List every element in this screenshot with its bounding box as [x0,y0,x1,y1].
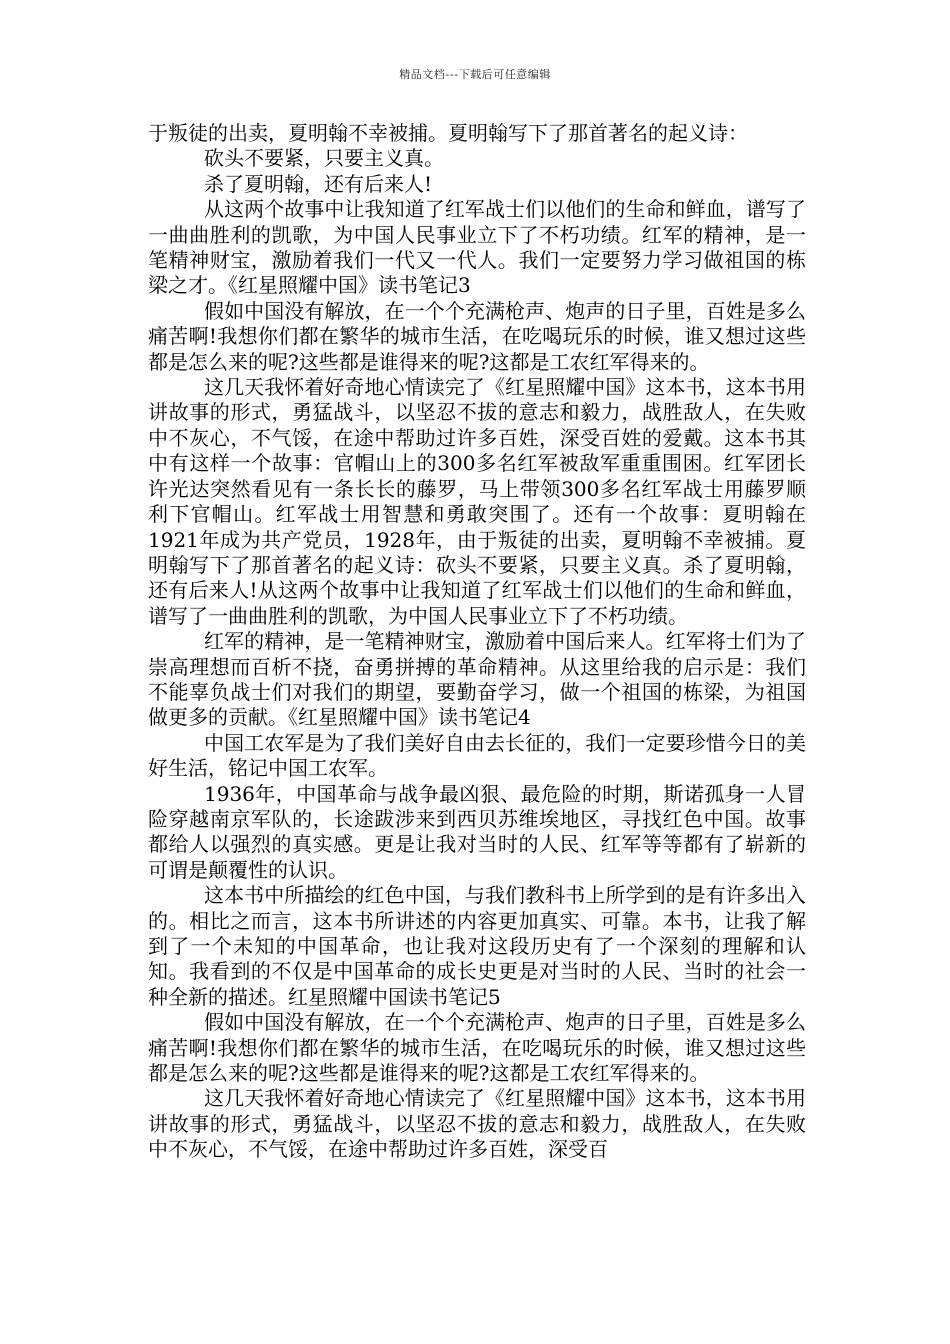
paragraph: 1936年，中国革命与战争最凶狠、最危险的时期，斯诺孤身一人冒险穿越南京军队的，长途跋涉来到西贝苏维埃地区，寻找红色中国。故事都给人以强烈的真实感。更是让我对当时的人民、红军等等都有了崭新的可谓是颠覆性的认识。 [148,781,806,882]
paragraph: 假如中国没有解放，在一个个充满枪声、炮声的日子里，百姓是多么痛苦啊!我想你们都在繁华的城市生活，在吃喝玩乐的时候，谁又想过这些都是怎么来的呢?这些都是谁得来的呢?这都是工农红军得来的。 [148,1010,806,1086]
paragraph: 这几天我怀着好奇地心情读完了《红星照耀中国》这本书，这本书用讲故事的形式，勇猛战斗，以坚忍不拔的意志和毅力，战胜敌人，在失败中不灰心，不气馁，在途中帮助过许多百姓，深受百姓的爱戴。这本书其中有这样一个故事：官帽山上的300多名红军被敌军重重围困。红军团长许光达突然看见有一条长长的藤罗，马上带领300多名红军战士用藤罗顺利下官帽山。红军战士用智慧和勇敢突围了。还有一个故事：夏明翰在1921年成为共产党员，1928年，由于叛徒的出卖，夏明翰不幸被捕。夏明翰写下了那首著名的起义诗：砍头不要紧，只要主义真。杀了夏明翰，还有后来人!从这两个故事中让我知道了红军战士们以他们的生命和鲜血，谱写了一曲曲胜利的凯歌，为中国人民事业立下了不朽功绩。 [148,375,806,628]
paragraph: 杀了夏明翰，还有后来人! [204,171,433,196]
paragraph: 于叛徒的出卖，夏明翰不幸被捕。夏明翰写下了那首著名的起义诗： [148,121,748,145]
paragraph: 这本书中所描绘的红色中国，与我们教科书上所学到的是有许多出入的。相比之而言，这本书所讲述的内容更加真实、可靠。本书，让我了解到了一个未知的中国革命，也让我对这段历史有了一个深刻的理解和认知。我看到的不仅是中国革命的成长史更是对当时的人民、当时的社会一种全新的描述。红星照耀中国读书笔记5 [148,883,806,1009]
paragraph: 假如中国没有解放，在一个个充满枪声、炮声的日子里，百姓是多么痛苦啊!我想你们都在繁华的城市生活，在吃喝玩乐的时候，谁又想过这些都是怎么来的呢?这些都是谁得来的呢?这都是工农红军得来的。 [148,298,806,374]
paragraph: 这几天我怀着好奇地心情读完了《红星照耀中国》这本书，这本书用讲故事的形式，勇猛战斗，以坚忍不拔的意志和毅力，战胜敌人，在失败中不灰心，不气馁，在途中帮助过许多百姓，深受百 [148,1086,806,1162]
paragraph: 从这两个故事中让我知道了红军战士们以他们的生命和鲜血，谱写了一曲曲胜利的凯歌，为中国人民事业立下了不朽功绩。红军的精神，是一笔精神财宝，激励着我们一代又一代人。我们一定要努力学习做祖国的栋梁之才。《红星照耀中国》读书笔记3 [148,197,806,298]
page-header: 精品文档---下载后可任意编辑 [399,68,551,81]
paragraph: 中国工农军是为了我们美好自由去长征的，我们一定要珍惜今日的美好生活，铭记中国工农军。 [148,730,806,781]
paragraph: 砍头不要紧，只要主义真。 [204,146,444,171]
paragraph: 红军的精神，是一笔精神财宝，激励着中国后来人。红军将士们为了崇高理想而百析不挠，奋勇拼搏的革命精神。从这里给我的启示是：我们不能辜负战士们对我们的期望，要勤奋学习，做一个祖国的栋梁，为祖国做更多的贡献。《红星照耀中国》读书笔记4 [148,629,806,730]
document-body [148,121,806,1163]
